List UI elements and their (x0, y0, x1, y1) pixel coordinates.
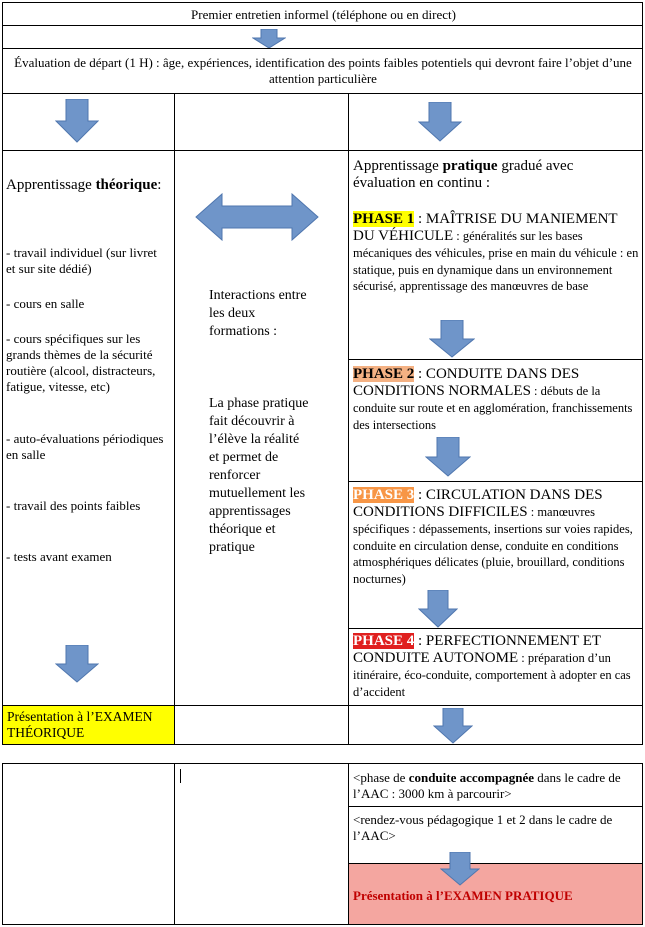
practice-title (353, 158, 638, 192)
theory-title-bold: théorique (95, 177, 158, 193)
theory-item: - cours en salle (6, 296, 85, 311)
phase2-badge: PHASE 2 (353, 366, 415, 382)
phase4-heading: : PERFECTIONNEMENT ET CONDUITE AUTONOME (353, 633, 601, 666)
phase1-badge: PHASE 1 (353, 211, 415, 227)
interaction-description: La phase pratique fait découvrir à l’élève la réalité et permet de renforcer mutuellement les apprentissages théorique et pratique (209, 396, 309, 555)
phase4-badge: PHASE 4 (353, 633, 415, 649)
aac-bold: conduite accompagnée (408, 770, 534, 785)
arrow-down-icon (55, 645, 99, 683)
arrow-down-icon (440, 852, 480, 886)
arrow-cell-right (348, 93, 643, 151)
theory-item: - cours spécifiques sur les grands thèmes de la sécurité routière (alcool, distracteurs, fatigue, vitesse, etc) (6, 331, 156, 394)
phase3-heading: : CIRCULATION DANS DES CONDITIONS DIFFICILES (353, 487, 603, 520)
double-arrow-icon (195, 193, 319, 241)
phase3-block (353, 487, 640, 587)
theory-item: - auto-évaluations périodiques en salle (6, 431, 164, 462)
aac-cell (348, 763, 643, 807)
exam-theory-cell (2, 705, 175, 745)
arrow-cell-right-bottom (348, 705, 643, 745)
text-cursor (180, 769, 181, 783)
phase1-block (353, 211, 640, 295)
arrow-down-icon (252, 29, 286, 49)
row-arrow-1 (2, 25, 643, 49)
phase2-heading: : CONDUITE DANS DES CONDITIONS NORMALES (353, 366, 580, 399)
first-contact-text: Premier entretien informel (téléphone ou en direct) (191, 7, 456, 22)
row-initial-evaluation (2, 48, 643, 94)
arrow-down-icon (425, 437, 471, 477)
arrow-down-icon (429, 320, 475, 358)
exam-practice-cell (348, 863, 643, 925)
phase4-block (353, 633, 640, 700)
exam-theory-text: Présentation à l’EXAMEN THÉORIQUE (7, 709, 153, 740)
arrow-cell-middle (174, 93, 349, 151)
phase3-badge: PHASE 3 (353, 487, 415, 503)
arrow-down-icon (418, 102, 462, 142)
bottom-middle-cell (174, 763, 349, 925)
theory-item: - tests avant examen (6, 549, 112, 564)
practice-title-bold: pratique (442, 158, 498, 174)
theory-title-prefix: Apprentissage (6, 177, 96, 193)
phase2-body: : débuts de la conduite sur route et en agglomération, franchissements des intersections (353, 384, 633, 432)
aac-suffix: dans le cadre de l’AAC : 3000 km à parcourir> (353, 770, 621, 801)
arrow-down-icon (418, 590, 458, 628)
theory-title-suffix: : (157, 177, 162, 193)
theory-item: - travail individuel (sur livret et sur site dédié) (6, 245, 157, 276)
row-first-contact (2, 2, 643, 26)
empty-middle-cell (174, 705, 349, 745)
theory-column (2, 150, 175, 706)
arrow-down-icon (433, 708, 473, 744)
arrow-down-icon (55, 99, 99, 143)
rdv-cell (348, 806, 643, 864)
aac-prefix: <phase de (353, 770, 409, 785)
phase1-heading: : MAÎTRISE DU MANIEMENT DU VÉHICULE (353, 211, 618, 244)
phase4-body: : préparation d’un itinéraire, éco-conduite, comportement à adopter en cas d’accident (353, 651, 631, 699)
practice-title-suffix: gradué avec évaluation en continu : (353, 158, 574, 191)
practice-title-prefix: Apprentissage (353, 158, 443, 174)
initial-evaluation-text: Évaluation de départ (1 H) : âge, expériences, identification des points faibles potentiels qui devront faire l’objet d’une attention particulière (14, 55, 632, 86)
theory-item: - travail des points faibles (6, 498, 141, 513)
spacer-row (2, 744, 643, 764)
phase1-body: : généralités sur les bases mécaniques des véhicules, prise en main du véhicule : en statique, puis en dynamique dans un environnement sécurisé, apprentissage des manœuvres de base (353, 229, 639, 293)
phase3-body: : manœuvres spécifiques : dépassements, insertions sur voies rapides, conduite en circulation dense, conduite en conditions atmosphériques délicates (pluie, brouillard, conditions nocturnes) (353, 505, 633, 586)
aac-text (353, 770, 637, 802)
bottom-left-cell (2, 763, 175, 925)
interactions-text: Interactions entre les deux formations : (209, 288, 307, 339)
exam-practice-text: Présentation à l’EXAMEN PRATIQUE (353, 888, 573, 903)
rdv-text: <rendez-vous pédagogique 1 et 2 dans le cadre de l’AAC> (353, 812, 613, 843)
phase2-block (353, 366, 640, 433)
theory-title (6, 177, 171, 194)
